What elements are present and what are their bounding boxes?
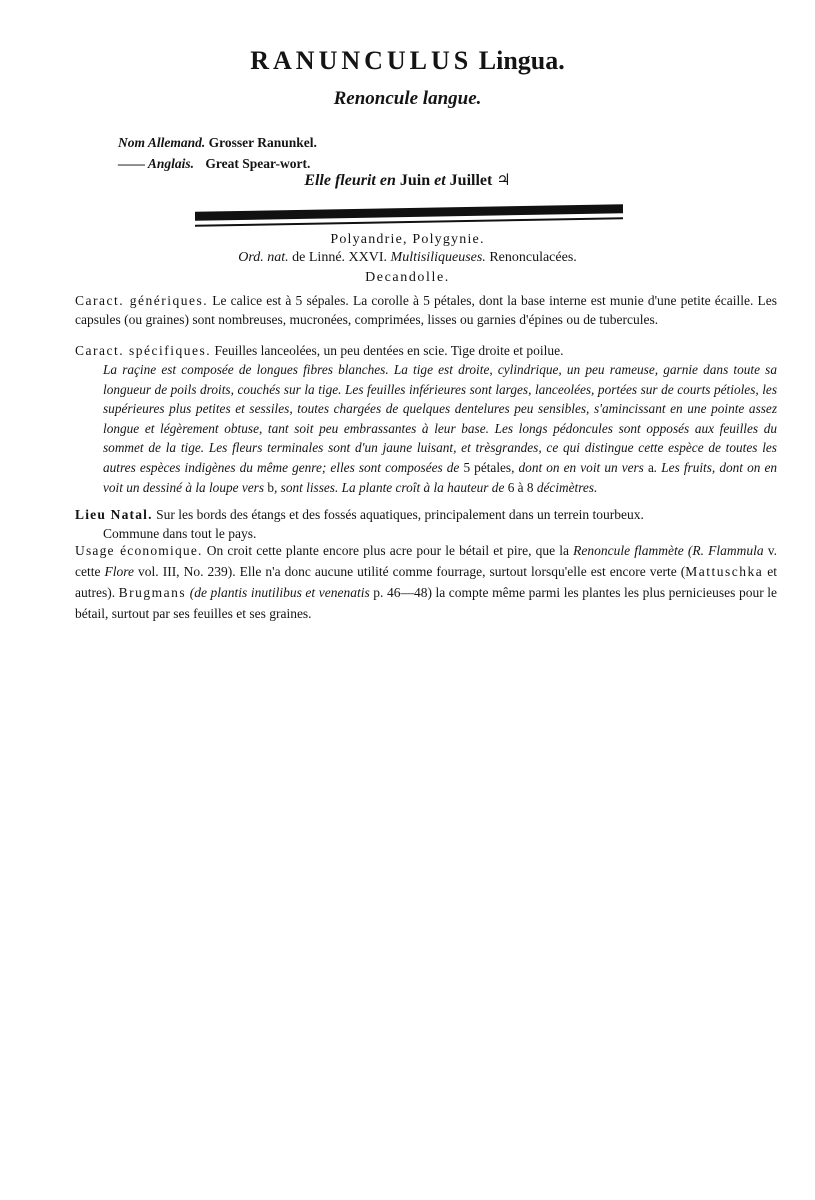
ord-family: Renonculacées. (489, 250, 577, 265)
section-text: Sur les bords des étangs et des fossés aquatiques, principalement dans un terrein tourbeux. (156, 507, 644, 522)
flowering-prefix: Elle fleurit (304, 172, 376, 189)
desc-text: . Les fruits, dont on en voit un dessiné à la loupe vers (103, 459, 778, 495)
ord-linne: Linné. XXVI. (308, 250, 388, 265)
section-label: Caract. spécifiques. (75, 343, 212, 358)
usage-text: Renoncule flammète (R. Flammula (573, 543, 764, 558)
usage-text: vol. III, No. 239). Elle n'a donc aucune utilité comme fourrage, surtout lorsqu'elle est encore verte ( (138, 564, 686, 579)
section-text: Feuilles lanceolées, un peu dentées en scie. Tige droite et poilue. (214, 343, 564, 358)
habitat-common: Commune dans tout le pays. (103, 526, 257, 541)
ord-group: Multisiliqueuses. (390, 250, 486, 265)
usage-text: Flore (104, 564, 135, 579)
natural-order (0, 250, 815, 266)
flowering-period (0, 170, 815, 190)
usage-text: v. cette (75, 543, 778, 579)
flowering-month: Juin (399, 172, 431, 189)
name-german (118, 132, 317, 153)
decandolle: Decandolle. (365, 270, 450, 285)
section-text: Le calice est à 5 sépales. La corolle à 5 pétales, dont la base interne est munie d'une petite écaille. Les capsules (ou graines) sont nombreuses, mucronées, comprimées, lisses ou garnies d'épines ou de tubercules. (75, 293, 778, 327)
perennial-symbol: ♃ (496, 170, 511, 189)
desc-height: 6 à 8 (507, 479, 534, 495)
desc-letter: a (647, 459, 654, 475)
economic-use (75, 540, 777, 624)
common-names (118, 132, 317, 174)
flowering-month: Juillet (449, 172, 493, 189)
desc-text: 5 pétales (463, 459, 512, 475)
ord-label: Ord. nat. (238, 250, 289, 265)
desc-text: , sont lisses. La plante croît à la hauteur de (274, 479, 505, 495)
name-label: —— Anglais. (118, 156, 195, 171)
desc-letter: b (267, 479, 274, 495)
section-label: Lieu Natal. (75, 507, 153, 522)
page-title (0, 46, 815, 76)
generic-characters (75, 291, 777, 329)
usage-text: On croit cette plante encore plus acre pour le bétail et pire, que la (206, 543, 569, 558)
usage-author: Brugmans (118, 585, 187, 600)
flowering-word: en (379, 172, 396, 189)
ord-de: de (292, 250, 306, 265)
desc-text: , dont on en voit un vers (511, 459, 644, 475)
name-label: Nom Allemand. (118, 135, 206, 150)
usage-text: (de plantis inutilibus et venenatis (189, 585, 370, 600)
genus-name: RANUNCULUS (250, 46, 473, 75)
section-label: Usage économique. (75, 543, 203, 558)
name-value: Grosser Ranunkel. (208, 135, 317, 150)
french-name: Renoncule langue. (333, 88, 482, 109)
species-name: Lingua. (478, 46, 565, 75)
desc-text: La raçine est composée de longues fibres blanches. La tige est droite, cylindrique, un peu rameuse, garnie dans toute sa longueur de poils droits, couchés sur la tige. Les feuilles inférieures sont larges, lanceolées, portées sur de courts pétioles, les supérieures plus petites et sessiles, toutes chargées de quelques dentelures peu sensibles, s'amincissant en une pointe assez longue et légèrement obtuse, tant soit peu embrassantes à leur base. Les longs pédoncules sont opposés aux feuilles du sommet de la tige. Les fleurs terminales sont d'un jaune luisant, et trèsgrandes, ce qui distingue cette espèce de toutes les autres espèces indigènes du même genre; elles sont composées de (103, 362, 777, 475)
flowering-word: et (434, 172, 446, 189)
plant-description (103, 360, 777, 497)
usage-text: p. 46—48) la compte même parmi les plantes les plus pernicieuses pour le bétail, surtout par ses feuilles et ses graines. (75, 585, 777, 621)
desc-text: décimètres. (536, 479, 598, 495)
habitat (75, 505, 777, 524)
section-label: Caract. génériques. (75, 293, 209, 308)
usage-text: et autres). (75, 564, 778, 600)
usage-author: Mattuschka (685, 564, 764, 579)
specific-characters (75, 341, 777, 360)
linnaean-class: Polyandrie, Polygynie. (330, 232, 485, 247)
name-value: Great Spear-wort. (205, 156, 311, 171)
